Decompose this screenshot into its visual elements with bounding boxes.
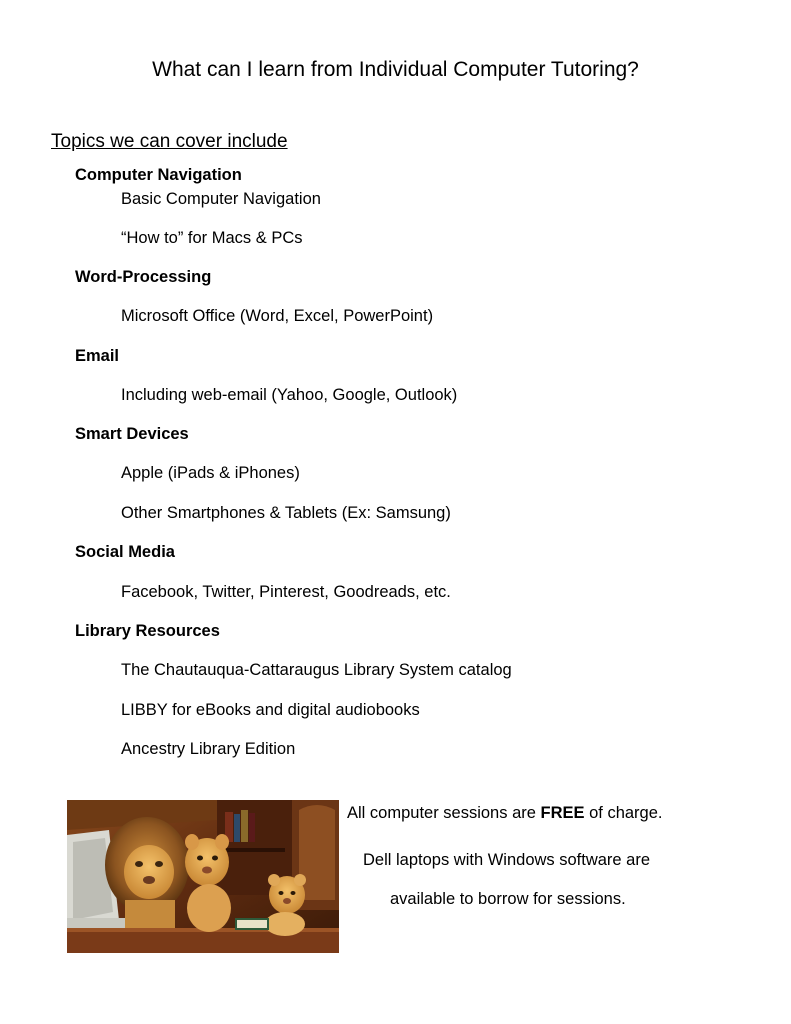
section-heading-social-media: Social Media xyxy=(75,543,175,561)
list-item: Basic Computer Navigation xyxy=(121,190,321,208)
laptops-note-line2: available to borrow for sessions. xyxy=(390,890,626,908)
free-emphasis: FREE xyxy=(540,804,585,822)
page-title: What can I learn from Individual Computer Tutoring? xyxy=(152,58,639,81)
topics-subtitle: Topics we can cover include xyxy=(51,131,288,152)
section-heading-smart-devices: Smart Devices xyxy=(75,425,189,443)
section-heading-word-processing: Word-Processing xyxy=(75,268,212,286)
list-item: LIBBY for eBooks and digital audiobooks xyxy=(121,701,420,719)
list-item: Facebook, Twitter, Pinterest, Goodreads, etc. xyxy=(121,583,451,601)
free-sessions-note xyxy=(347,803,662,823)
list-item: Other Smartphones & Tablets (Ex: Samsung) xyxy=(121,504,451,522)
section-heading-computer-navigation: Computer Navigation xyxy=(75,166,242,184)
list-item: Microsoft Office (Word, Excel, PowerPoint) xyxy=(121,307,434,325)
list-item: The Chautauqua-Cattaraugus Library System catalog xyxy=(121,661,512,679)
note-text: All computer sessions are xyxy=(347,804,541,822)
note-text: of charge. xyxy=(584,804,663,822)
list-item: Ancestry Library Edition xyxy=(121,740,296,758)
list-item: Apple (iPads & iPhones) xyxy=(121,464,300,482)
list-item: “How to” for Macs & PCs xyxy=(121,229,303,247)
section-heading-email: Email xyxy=(75,347,120,365)
laptops-note-line1: Dell laptops with Windows software are xyxy=(363,851,651,869)
list-item: Including web-email (Yahoo, Google, Outlook) xyxy=(121,386,458,404)
lions-at-computer-photo xyxy=(67,800,339,953)
section-heading-library-resources: Library Resources xyxy=(75,622,220,640)
